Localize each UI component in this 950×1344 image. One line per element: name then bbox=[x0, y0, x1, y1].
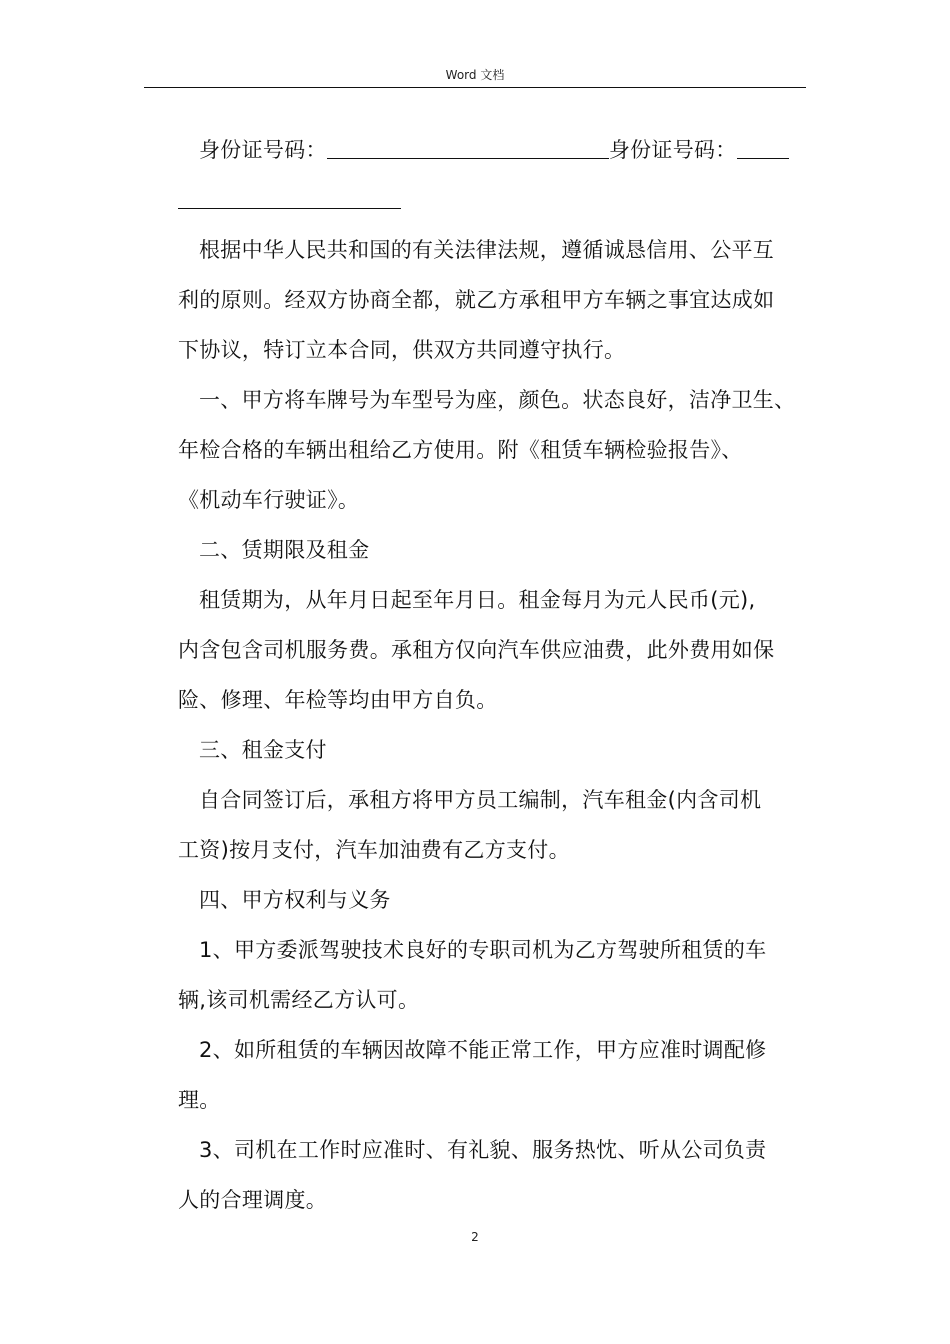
paragraph-line: 根据中华人民共和国的有关法律法规，遵循诚恳信用、公平互 bbox=[199, 238, 775, 262]
page-header: Word 文档 bbox=[445, 68, 505, 82]
paragraph-line: 《机动车行驶证》。 bbox=[178, 488, 360, 512]
paragraph-line: 3、司机在工作时应准时、有礼貌、服务热忱、听从公司负责 bbox=[199, 1138, 767, 1162]
page-number: 2 bbox=[471, 1230, 479, 1244]
paragraph-line: 年检合格的车辆出租给乙方使用。附《租赁车辆检验报告》、 bbox=[178, 438, 743, 462]
paragraph-line: 理。 bbox=[178, 1088, 221, 1112]
id-label-right: 身份证号码： bbox=[608, 138, 737, 162]
paragraph-line: 1、甲方委派驾驶技术良好的专职司机为乙方驾驶所租赁的车 bbox=[199, 938, 767, 962]
section-heading: 二、赁期限及租金 bbox=[199, 538, 370, 562]
paragraph-line: 内含包含司机服务费。承租方仅向汽车供应油费，此外费用如保 bbox=[178, 638, 775, 662]
id-blank-left bbox=[327, 136, 609, 159]
id-number-line-cont bbox=[178, 175, 812, 225]
id-number-line bbox=[178, 125, 812, 175]
paragraph-line: 险、修理、年检等均由甲方自负。 bbox=[178, 688, 498, 712]
paragraph-line: 利的原则。经双方协商全都，就乙方承租甲方车辆之事宜达成如 bbox=[178, 288, 775, 312]
id-blank-right bbox=[737, 136, 789, 159]
paragraph-line: 租赁期为，从年月日起至年月日。租金每月为元人民币(元), bbox=[199, 588, 756, 612]
paragraph-line: 下协议，特订立本合同，供双方共同遵守执行。 bbox=[178, 338, 626, 362]
id-blank-right-cont bbox=[178, 186, 401, 209]
section-heading: 三、租金支付 bbox=[199, 738, 327, 762]
header-divider bbox=[144, 87, 806, 88]
section-heading: 四、甲方权利与义务 bbox=[199, 888, 391, 912]
document-body bbox=[178, 125, 812, 1225]
id-label-left: 身份证号码： bbox=[199, 138, 327, 162]
paragraph-line: 工资)按月支付，汽车加油费有乙方支付。 bbox=[178, 838, 570, 862]
paragraph-line: 一、甲方将车牌号为车型号为座，颜色。状态良好，洁净卫生、 bbox=[199, 388, 796, 412]
paragraph-line: 2、如所租赁的车辆因故障不能正常工作，甲方应准时调配修 bbox=[199, 1038, 767, 1062]
paragraph-line: 辆,该司机需经乙方认可。 bbox=[178, 988, 420, 1012]
paragraph-line: 人的合理调度。 bbox=[178, 1188, 328, 1212]
paragraph-line: 自合同签订后，承租方将甲方员工编制，汽车租金(内含司机 bbox=[199, 788, 762, 812]
